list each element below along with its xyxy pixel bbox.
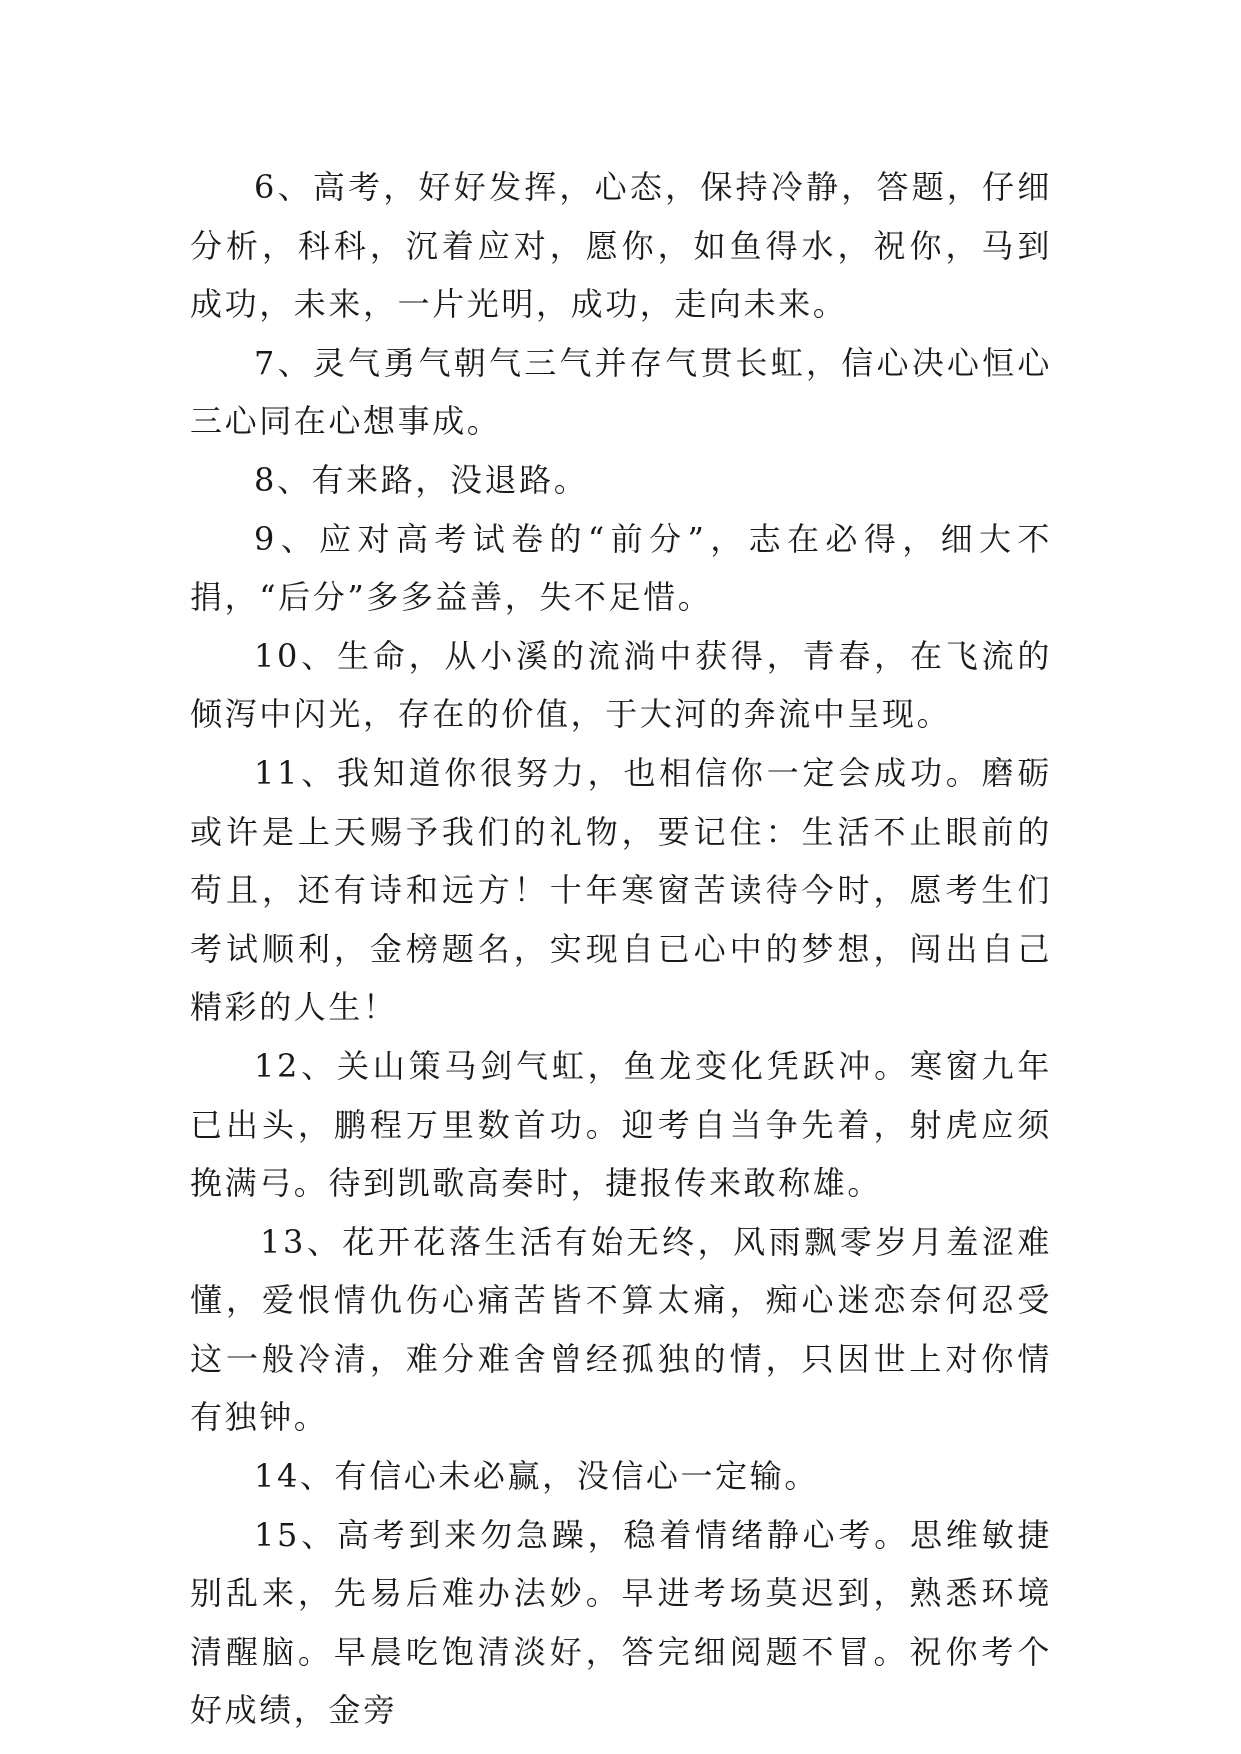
paragraph-14: 14、有信心未必赢，没信心一定输。 <box>254 1457 819 1496</box>
document-body <box>190 158 1052 1740</box>
paragraph-12: 12、关山策马剑气虹，鱼龙变化凭跃冲。寒窗九年已出头，鹏程万里数首功。迎考自当争先着，射虎应须挽满弓。待到凯歌高奏时，捷报传来敢称雄。 <box>190 1046 1052 1203</box>
paragraph-13: 13、花开花落生活有始无终，风雨飘零岁月羞涩难懂，爱恨情仇伤心痛苦皆不算太痛，痴心迷恋奈何忍受这一般冷清，难分难舍曾经孤独的情，只因世上对你情有独钟。 <box>190 1222 1052 1437</box>
paragraph-9: 9、应对高考试卷的“前分”，志在必得，细大不捐，“后分”多多益善，失不足惜。 <box>190 519 1052 617</box>
paragraph-11: 11、我知道你很努力，也相信你一定会成功。磨砺或许是上天赐予我们的礼物，要记住：生活不止眼前的苟且，还有诗和远方！十年寒窗苦读待今时，愿考生们考试顺利，金榜题名，实现自已心中的梦想，闯出自己精彩的人生！ <box>190 753 1052 1027</box>
paragraph-7: 7、灵气勇气朝气三气并存气贯长虹，信心决心恒心三心同在心想事成。 <box>190 343 1052 441</box>
paragraph-8: 8、有来路，没退路。 <box>254 460 589 499</box>
paragraph-6: 6、高考，好好发挥，心态，保持冷静，答题，仔细分析，科科，沉着应对，愿你，如鱼得水，祝你，马到成功，未来，一片光明，成功，走向未来。 <box>190 168 1052 324</box>
paragraph-10: 10、生命，从小溪的流淌中获得，青春，在飞流的倾泻中闪光，存在的价值，于大河的奔流中呈现。 <box>190 636 1052 734</box>
paragraph-15: 15、高考到来勿急躁，稳着情绪静心考。思维敏捷别乱来，先易后难办法妙。早进考场莫迟到，熟悉环境清醒脑。早晨吃饱清淡好，答完细阅题不冒。祝你考个好成绩，金旁 <box>190 1515 1052 1730</box>
